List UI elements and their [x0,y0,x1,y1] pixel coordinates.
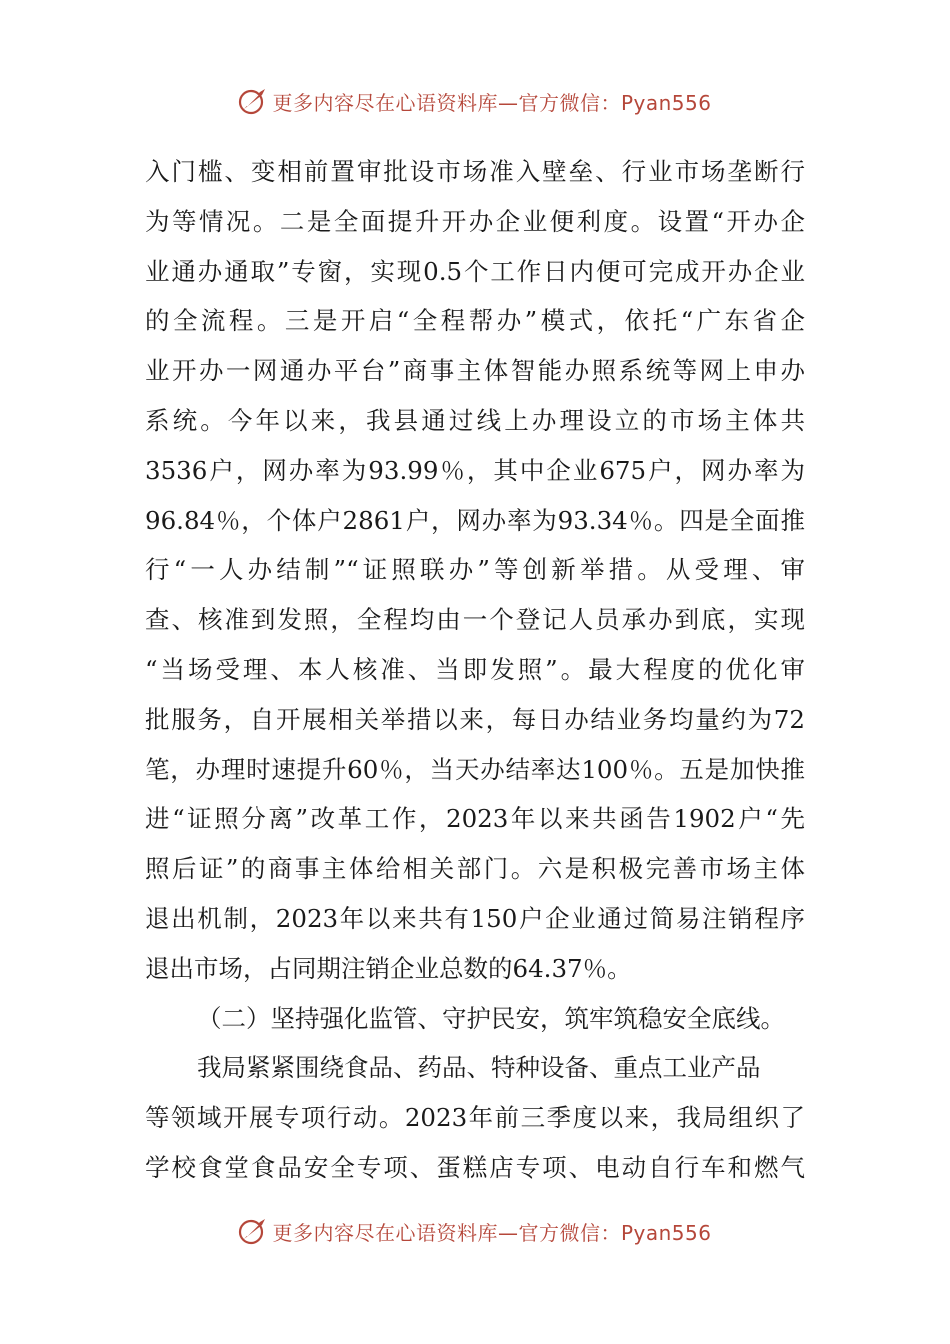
paragraph-line: 为等情况。二是全面提升开办企业便利度。设置“开办企 [145,206,805,236]
paragraph-line: 系统。今年以来，我县通过线上办理设立的市场主体共 [145,405,805,435]
paragraph-line: 我局紧紧围绕食品、药品、特种设备、重点工业产品 [197,1053,761,1083]
paragraph-line: 查、核准到发照，全程均由一个登记人员承办到底，实现 [145,605,805,635]
watermark-text: 更多内容尽在心语资料库—官方微信：Pyan556 [272,1220,712,1245]
watermark-header [0,86,950,116]
paragraph-line: 学校食堂食品安全专项、蛋糕店专项、电动自行车和燃气 [145,1152,805,1182]
paragraph-line: 行“一人办结制”“证照联办”等创新举措。从受理、审 [145,555,805,585]
paragraph-line: 入门槛、变相前置审批设市场准入壁垒、行业市场垄断行 [145,157,805,186]
quill-pen-logo-icon [238,86,268,116]
paragraph-line: 退出机制，2023年以来共有150户企业通过简易注销程序 [145,903,805,933]
quill-pen-logo-icon [238,1216,268,1246]
paragraph-line: 等领域开展专项行动。2023年前三季度以来，我局组织了 [145,1103,805,1133]
paragraph-line: 进“证照分离”改革工作，2023年以来共函告1902户“先 [145,804,805,834]
document-body [145,147,805,1193]
paragraph-line: 退出市场，占同期注销企业总数的64.37％。 [145,953,632,983]
paragraph-line: 3536户，网办率为93.99％，其中企业675户，网办率为 [145,455,805,485]
paragraph-line: 笔，办理时速提升60％，当天办结率达100％。五是加快推 [145,754,805,784]
paragraph-line: 照后证”的商事主体给相关部门。六是积极完善市场主体 [145,854,805,884]
paragraph-line: 业通办通取”专窗，实现0.5个工作日内便可完成开办企业 [145,256,805,286]
paragraph-line: “当场受理、本人核准、当即发照”。最大程度的优化审 [145,654,805,684]
paragraph-line: 业开办一网通办平台”商事主体智能办照系统等网上申办 [145,356,805,386]
watermark-footer [0,1216,950,1246]
paragraph-line: 的全流程。三是开启“全程帮办”模式，依托“广东省企 [145,306,805,336]
watermark-text: 更多内容尽在心语资料库—官方微信：Pyan556 [272,90,712,115]
paragraph-line: 批服务，自开展相关举措以来，每日办结业务均量约为72 [145,704,805,734]
section-heading: （二）坚持强化监管、守护民安，筑牢筑稳安全底线。 [197,1003,785,1033]
paragraph-line: 96.84％，个体户2861户，网办率为93.34％。四是全面推 [145,505,805,535]
